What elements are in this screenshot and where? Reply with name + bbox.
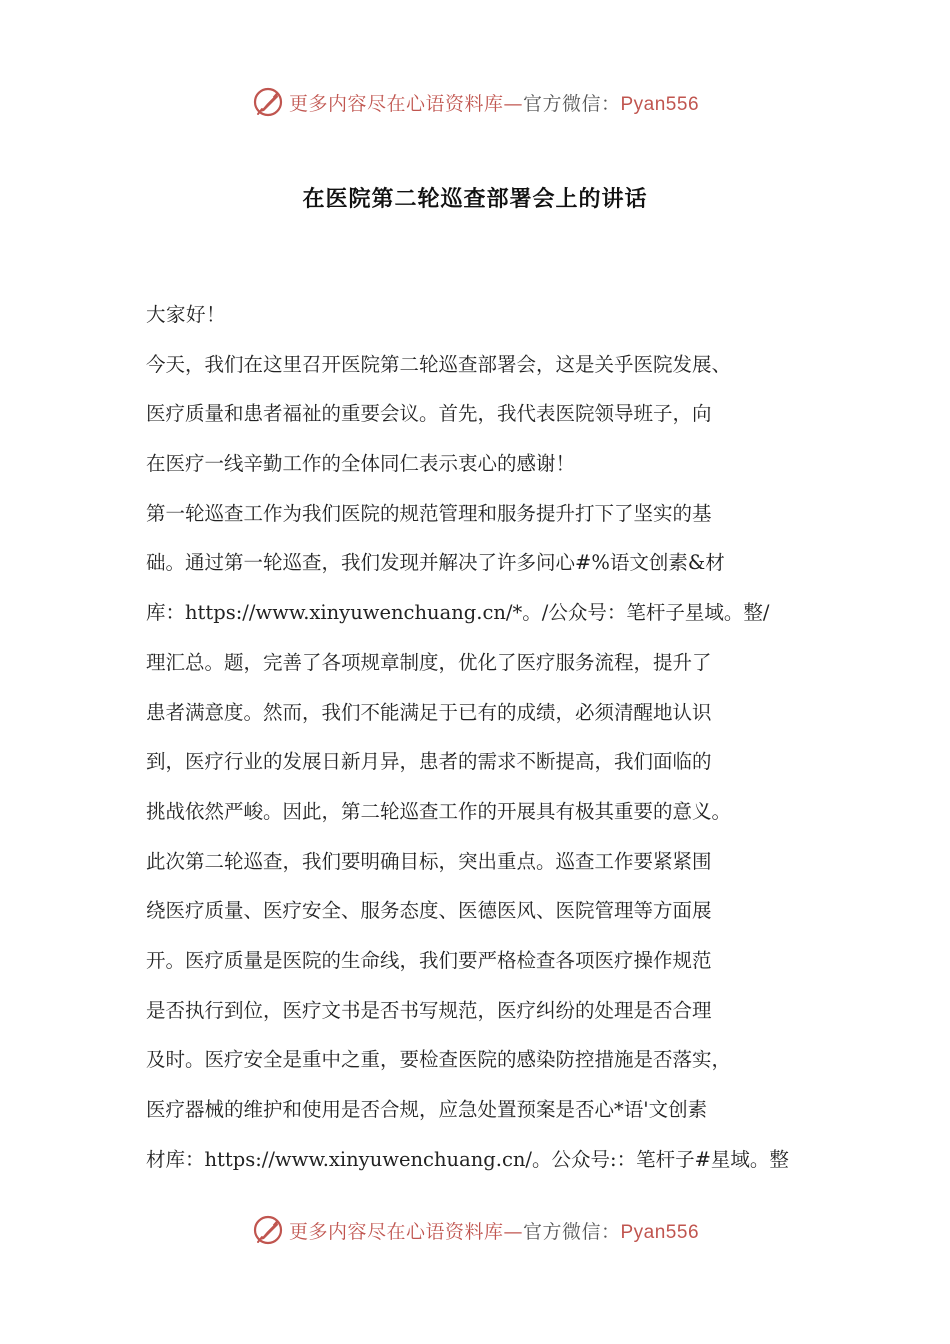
document-title: 在医院第二轮巡查部署会上的讲话 — [302, 187, 648, 212]
body-line: 材库：https://www.xinyuwenchuang.cn/。公众号:：笔杆子#星域。整 — [146, 1147, 789, 1171]
body-line: 理汇总。题，完善了各项规章制度，优化了医疗服务流程，提升了 — [146, 650, 712, 674]
header-banner-text — [289, 89, 699, 116]
footer-banner-wechat-id: Pyan556 — [620, 1221, 700, 1243]
document-body — [146, 290, 816, 1184]
quill-pen-logo-icon — [251, 1213, 285, 1247]
footer-banner-text — [289, 1217, 699, 1244]
body-line: 第一轮巡查工作为我们医院的规范管理和服务提升打下了坚实的基 — [146, 501, 712, 525]
body-line: 库：https://www.xinyuwenchuang.cn/*。/公众号：笔杆子星域。整/ — [146, 601, 770, 625]
body-line: 是否执行到位，医疗文书是否书写规范，医疗纠纷的处理是否合理 — [146, 998, 712, 1022]
footer-banner-main: 更多内容尽在心语资料库 — [288, 1220, 504, 1243]
body-line: 此次第二轮巡查，我们要明确目标，突出重点。巡查工作要紧紧围 — [146, 849, 712, 873]
footer-banner-dash: — — [503, 1220, 523, 1243]
body-line: 医疗器械的维护和使用是否合规，应急处置预案是否心*语'文创素 — [146, 1098, 708, 1121]
header-banner — [0, 82, 950, 122]
footer-banner — [0, 1210, 950, 1250]
body-line: 开。医疗质量是医院的生命线，我们要严格检查各项医疗操作规范 — [146, 948, 712, 972]
body-line: 大家好！ — [146, 303, 227, 326]
header-banner-dash: — — [503, 92, 523, 115]
header-banner-wechat-label: 官方微信： — [522, 92, 621, 115]
body-line: 绕医疗质量、医疗安全、服务态度、医德医风、医院管理等方面展 — [146, 899, 712, 923]
header-banner-main: 更多内容尽在心语资料库 — [288, 92, 504, 115]
body-line: 今天，我们在这里召开医院第二轮巡查部署会，这是关乎医院发展、 — [146, 352, 732, 376]
body-line: 及时。医疗安全是重中之重，要检查医院的感染防控措施是否落实， — [146, 1048, 732, 1072]
footer-banner-wechat-label: 官方微信： — [522, 1220, 621, 1243]
body-line: 患者满意度。然而，我们不能满足于已有的成绩，必须清醒地认识 — [146, 700, 712, 724]
body-line: 在医疗一线辛勤工作的全体同仁表示衷心的感谢！ — [146, 452, 576, 476]
quill-pen-logo-icon — [251, 85, 285, 119]
body-line: 到，医疗行业的发展日新月异，患者的需求不断提高，我们面临的 — [146, 750, 712, 774]
header-banner-wechat-id: Pyan556 — [620, 93, 700, 115]
body-line: 挑战依然严峻。因此，第二轮巡查工作的开展具有极其重要的意义。 — [146, 799, 732, 823]
body-line: 础。通过第一轮巡查，我们发现并解决了许多问心#%语文创素&材 — [146, 551, 725, 575]
body-line: 医疗质量和患者福祉的重要会议。首先，我代表医院领导班子，向 — [146, 402, 712, 426]
